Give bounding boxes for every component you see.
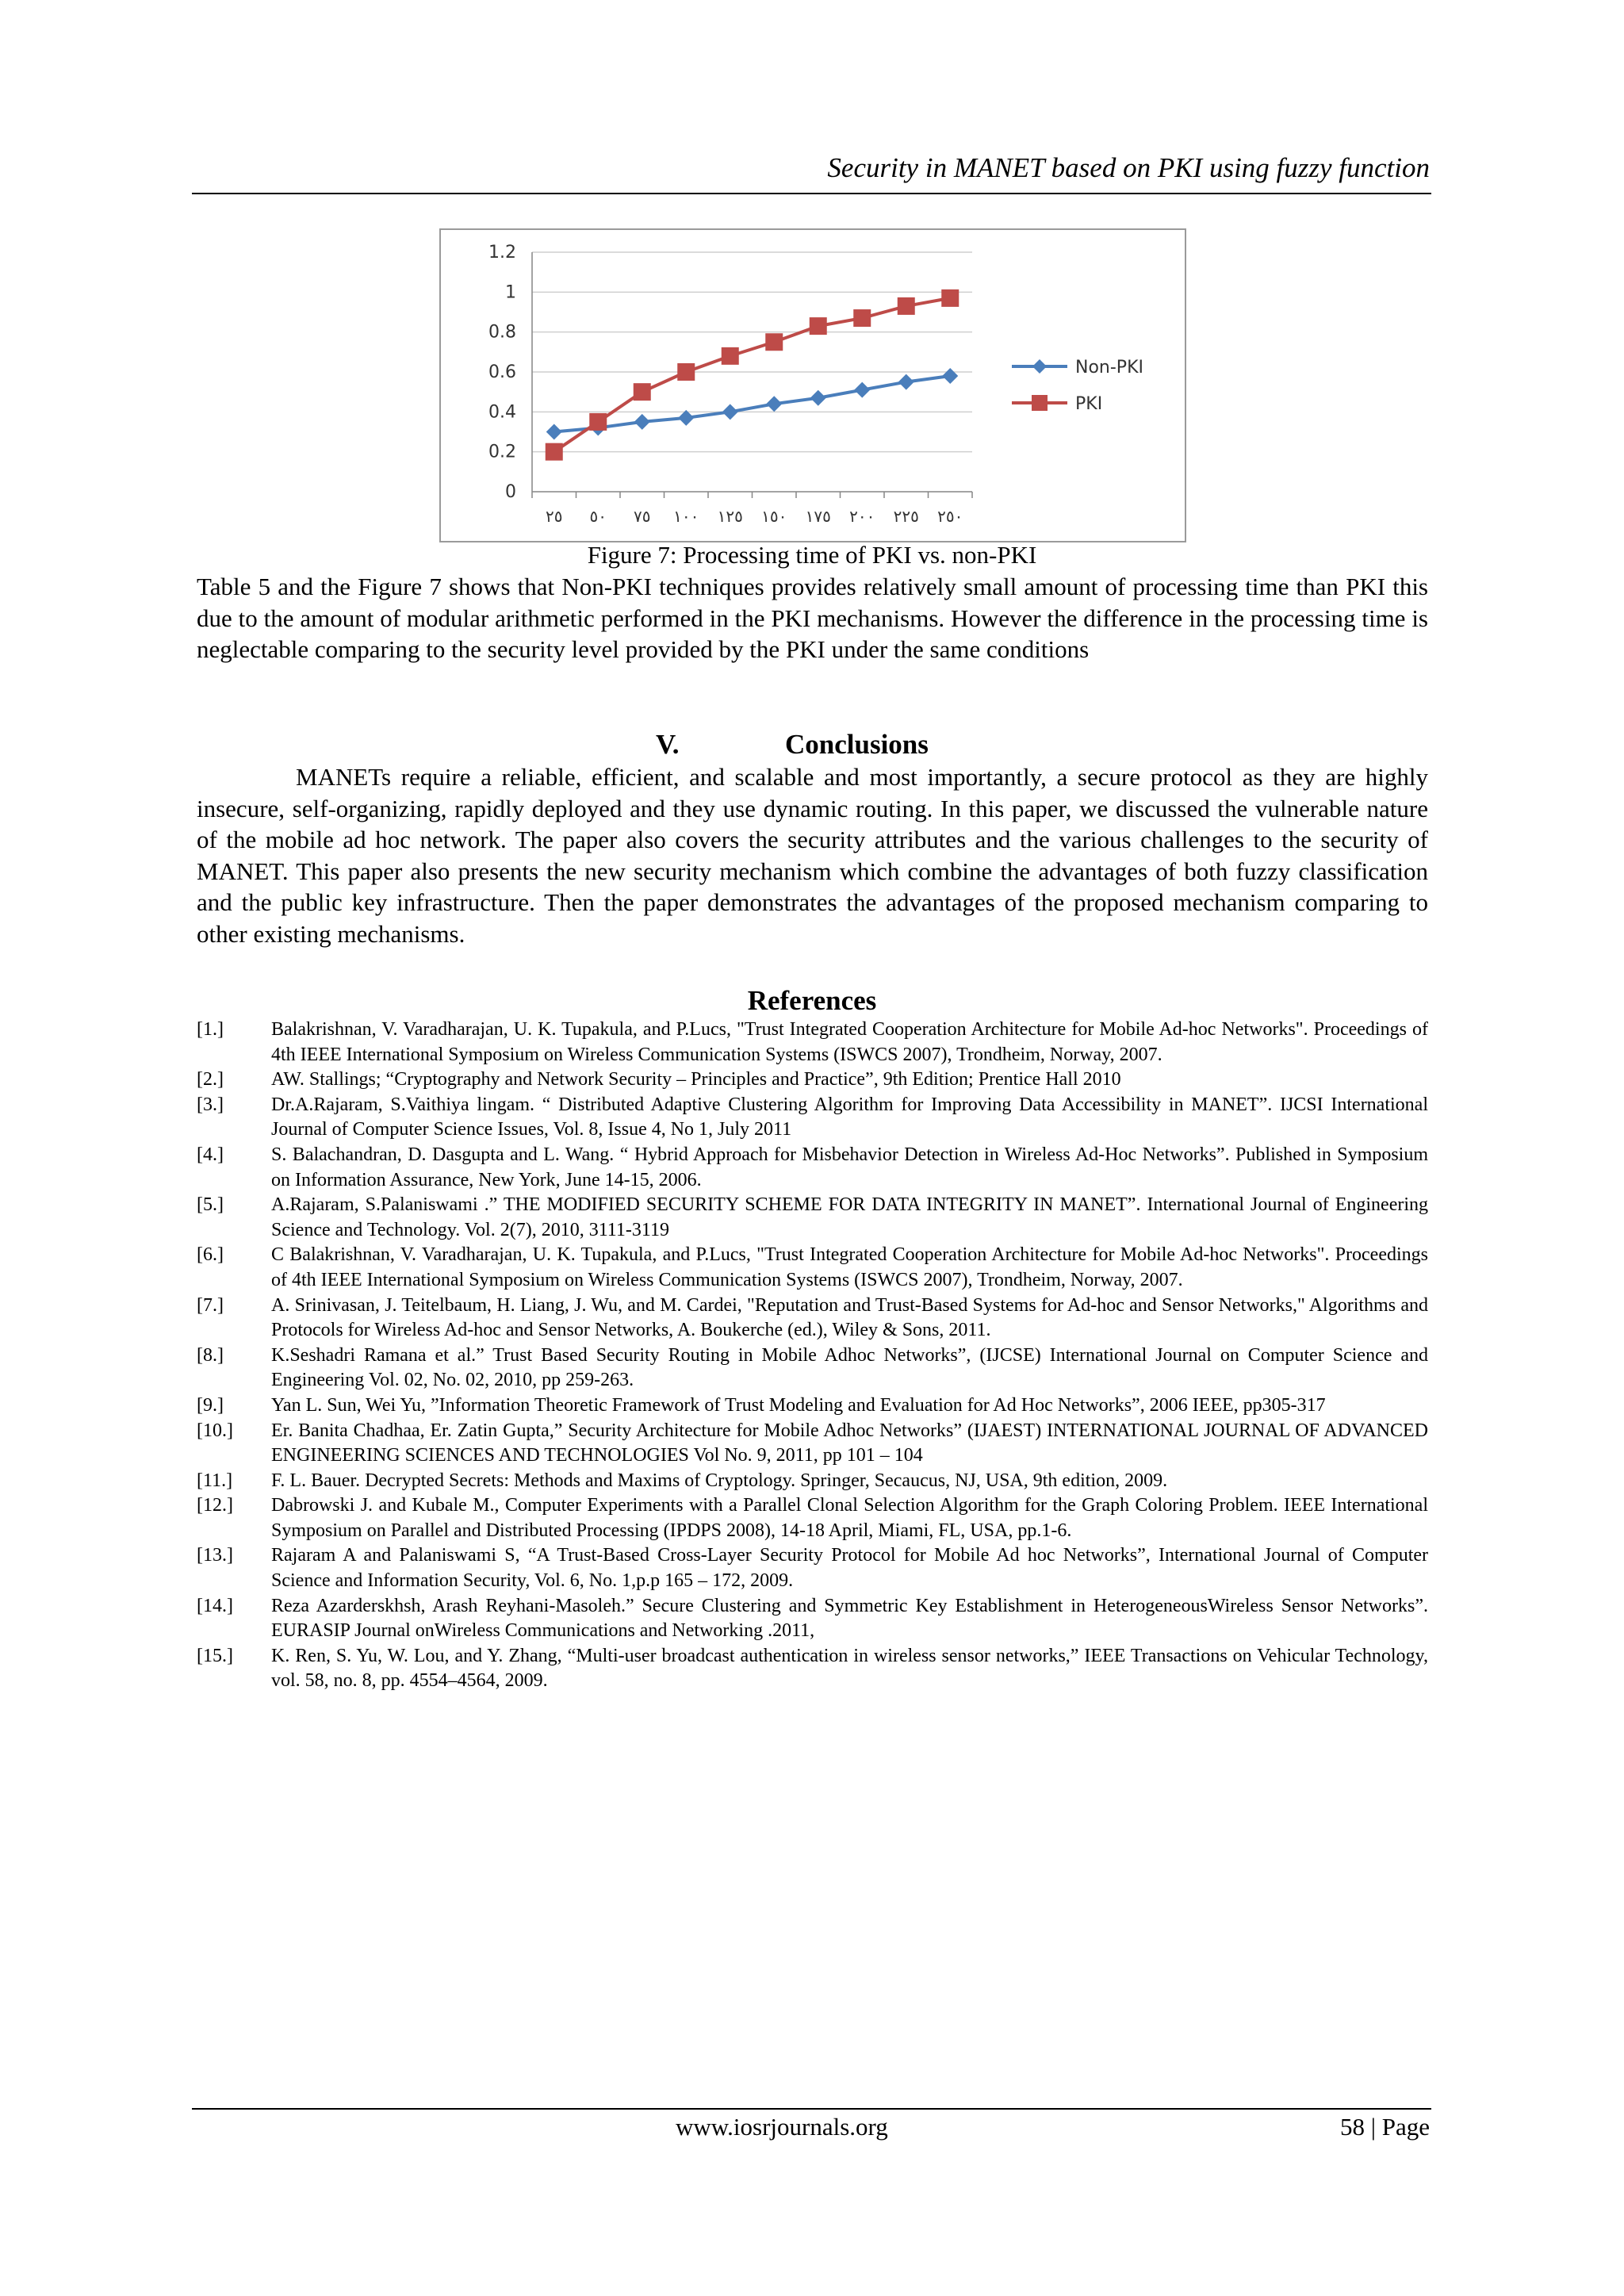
header-rule [192, 193, 1431, 194]
body-paragraph-1: Table 5 and the Figure 7 shows that Non-PKI techniques provides relatively small amount of processing time than PKI this due to the amount of modular arithmetic performed in the PKI mechanisms. However the difference in the processing time is neglectable comparing to the security level provided by the PKI under the same conditions [197, 573, 1428, 663]
reference-item [197, 1419, 1428, 1469]
data-point-pki [898, 297, 915, 315]
reference-number: [6.] [197, 1244, 224, 1266]
data-point-pki [810, 317, 827, 335]
data-point-non-pki [634, 414, 650, 430]
reference-item [197, 1294, 1428, 1343]
figure-7-chart [439, 228, 1186, 542]
reference-number: [7.] [197, 1294, 224, 1316]
data-point-non-pki [766, 396, 782, 412]
data-point-non-pki [942, 368, 958, 384]
data-point-pki [634, 383, 651, 401]
data-point-non-pki [546, 424, 562, 440]
reference-number: [4.] [197, 1144, 224, 1165]
reference-number: [5.] [197, 1194, 224, 1216]
reference-item [197, 1018, 1428, 1068]
reference-number: [3.] [197, 1094, 224, 1115]
reference-item [197, 1469, 1428, 1494]
reference-number: [11.] [197, 1470, 233, 1491]
reference-item [197, 1093, 1428, 1143]
reference-item [197, 1143, 1428, 1193]
reference-text: Er. Banita Chadhaa, Er. Zatin Gupta,” Security Architecture for Mobile Adhoc Networks” (IJAEST) INTERNATIONAL JOURNAL OF ADVANCED ENGINEERING SCIENCES AND TECHNOLOGIES Vol No. 9, 2011, pp 101 – 104 [271, 1420, 1428, 1466]
reference-number: [15.] [197, 1645, 233, 1666]
reference-text: K. Ren, S. Yu, W. Lou, and Y. Zhang, “Multi-user broadcast authentication in wireless sensor networks,” IEEE Transactions on Vehicular Technology, vol. 58, no. 8, pp. 4554–4564, 2009. [271, 1645, 1428, 1692]
reference-text: A.Rajaram, S.Palaniswami .” THE MODIFIED SECURITY SCHEME FOR DATA INTEGRITY IN MANET”. International Journal of Engineering Science and Technology. Vol. 2(7), 2010, 3111-3119 [271, 1194, 1428, 1240]
reference-item [197, 1068, 1428, 1093]
figure-caption: Figure 7: Processing time of PKI vs. non-PKI [587, 541, 1037, 569]
reference-text: AW. Stallings; “Cryptography and Network Security – Principles and Practice”, 9th Edition; Prentice Hall 2010 [271, 1069, 1121, 1091]
y-tick-label: 0.6 [488, 362, 516, 382]
reference-item [197, 1493, 1428, 1543]
data-point-pki [722, 347, 739, 365]
legend-marker [1032, 395, 1048, 411]
reference-item [197, 1644, 1428, 1694]
footer-page-number: 58 | Page [1340, 2113, 1430, 2141]
data-point-pki [677, 363, 695, 381]
series-line-pki [554, 298, 951, 452]
x-tick-label: ١٧٥ [805, 507, 831, 526]
y-tick-label: 0.8 [488, 322, 516, 343]
reference-number: [2.] [197, 1069, 224, 1091]
x-tick-label: ١٢٥ [717, 507, 743, 526]
data-point-pki [546, 443, 563, 461]
references-heading: References [747, 985, 877, 1016]
data-point-non-pki [810, 390, 826, 406]
reference-text: A. Srinivasan, J. Teitelbaum, H. Liang, J. Wu, and M. Cardei, "Reputation and Trust-Based Systems for Ad-hoc and Sensor Networks," Algorithms and Protocols for Wireless Ad-hoc and Sensor Networks, A. Boukerche (ed.), Wiley & Sons, 2011. [271, 1294, 1428, 1341]
x-tick-label: ٢٥٠ [937, 507, 963, 526]
x-tick-label: ٢٥ [546, 507, 563, 526]
reference-number: [13.] [197, 1545, 233, 1566]
reference-item [197, 1343, 1428, 1393]
data-point-non-pki [898, 374, 914, 390]
reference-item [197, 1543, 1428, 1593]
reference-text: Dr.A.Rajaram, S.Vaithiya lingam. “ Distributed Adaptive Clustering Algorithm for Improving Data Accessibility in MANET”. IJCSI International Journal of Computer Science Issues, Vol. 8, Issue 4, No 1, July 2011 [271, 1094, 1428, 1140]
legend-label: PKI [1075, 394, 1103, 414]
reference-text: C Balakrishnan, V. Varadharajan, U. K. Tupakula, and P.Lucs, "Trust Integrated Cooperation Architecture for Mobile Ad-hoc Networks". Proceedings of 4th IEEE International Symposium on Wireless Communication Systems (ISWCS 2007), Trondheim, Norway, 2007. [271, 1244, 1428, 1290]
legend-marker [1032, 359, 1047, 374]
section-number: V. [656, 729, 680, 760]
reference-number: [9.] [197, 1394, 224, 1416]
data-point-pki [589, 413, 607, 431]
reference-item [197, 1594, 1428, 1644]
x-tick-label: ٥٠ [589, 507, 607, 526]
footer-url: www.iosrjournals.org [676, 2113, 888, 2141]
reference-text: K.Seshadri Ramana et al.” Trust Based Security Routing in Mobile Adhoc Networks”, (IJCSE) International Journal on Computer Science and Engineering Vol. 02, No. 02, 2010, pp 259-263. [271, 1344, 1428, 1391]
reference-number: [1.] [197, 1019, 224, 1040]
references-list [197, 1018, 1428, 1694]
data-point-pki [765, 333, 783, 351]
reference-text: S. Balachandran, D. Dasgupta and L. Wang. “ Hybrid Approach for Misbehavior Detection in Wireless Ad-Hoc Networks”. Published in Symposium on Information Assurance, New York, June 14-15, 2006. [271, 1144, 1428, 1190]
line-chart-svg [441, 230, 1185, 541]
y-tick-label: 0.4 [488, 402, 516, 423]
reference-number: [14.] [197, 1595, 233, 1616]
reference-text: Rajaram A and Palaniswami S, “A Trust-Based Cross-Layer Security Protocol for Mobile Ad hoc Networks”, International Journal of Computer Science and Information Security, Vol. 6, No. 1,p.p 165 – 172, 2009. [271, 1545, 1428, 1592]
x-tick-label: ٢٠٠ [849, 507, 875, 526]
x-tick-label: ٧٥ [634, 507, 651, 526]
x-tick-label: ١٥٠ [761, 507, 787, 526]
data-point-non-pki [722, 404, 738, 420]
y-tick-label: 1.2 [488, 243, 516, 263]
y-tick-label: 0.2 [488, 442, 516, 462]
reference-item [197, 1393, 1428, 1419]
data-point-pki [853, 309, 871, 327]
running-header-title: Security in MANET based on PKI using fuzzy function [827, 152, 1430, 183]
reference-text: F. L. Bauer. Decrypted Secrets: Methods and Maxims of Cryptology. Springer, Secaucus, NJ, USA, 9th edition, 2009. [271, 1470, 1168, 1491]
conclusions-paragraph: MANETs require a reliable, efficient, and scalable and most importantly, a secure protocol as they are highly insecure, self-organizing, rapidly deployed and they use dynamic routing. In this paper, we discussed the vulnerable nature of the mobile ad hoc network. The paper also covers the security attributes and the various challenges to the security of MANET. This paper also presents the new security mechanism which combine the advantages of both fuzzy classification and the public key infrastructure. Then the paper demonstrates the advantages of the proposed mechanism comparing to other existing mechanisms. [197, 763, 1428, 948]
y-tick-label: 1 [505, 282, 516, 303]
reference-number: [12.] [197, 1495, 233, 1516]
data-point-non-pki [854, 382, 870, 398]
x-tick-label: ١٠٠ [673, 507, 699, 526]
legend-label: Non-PKI [1075, 358, 1143, 378]
reference-text: Dabrowski J. and Kubale M., Computer Experiments with a Parallel Clonal Selection Algorithm for the Graph Coloring Problem. IEEE International Symposium on Parallel and Distributed Processing (IPDPS 2008), 14-18 April, Miami, FL, USA, pp.1-6. [271, 1495, 1428, 1541]
reference-text: Balakrishnan, V. Varadharajan, U. K. Tupakula, and P.Lucs, "Trust Integrated Cooperation Architecture for Mobile Ad-hoc Networks". Proceedings of 4th IEEE International Symposium on Wireless Communication Systems (ISWCS 2007), Trondheim, Norway, 2007. [271, 1019, 1428, 1065]
reference-text: Reza Azarderskhsh, Arash Reyhani-Masoleh.” Secure Clustering and Symmetric Key Establishment in HeterogeneousWireless Sensor Networks”. EURASIP Journal onWireless Communications and Networking .2011, [271, 1595, 1428, 1642]
reference-item [197, 1243, 1428, 1293]
reference-number: [8.] [197, 1344, 224, 1366]
reference-text: Yan L. Sun, Wei Yu, ”Information Theoretic Framework of Trust Modeling and Evaluation for Ad Hoc Networks”, 2006 IEEE, pp305-317 [271, 1394, 1326, 1416]
section-title: Conclusions [785, 729, 929, 760]
y-tick-label: 0 [505, 482, 516, 502]
reference-item [197, 1193, 1428, 1243]
data-point-pki [941, 289, 959, 307]
reference-number: [10.] [197, 1420, 233, 1441]
footer-rule [192, 2108, 1431, 2110]
x-tick-label: ٢٢٥ [893, 507, 919, 526]
series-line-non-pki [554, 376, 951, 431]
